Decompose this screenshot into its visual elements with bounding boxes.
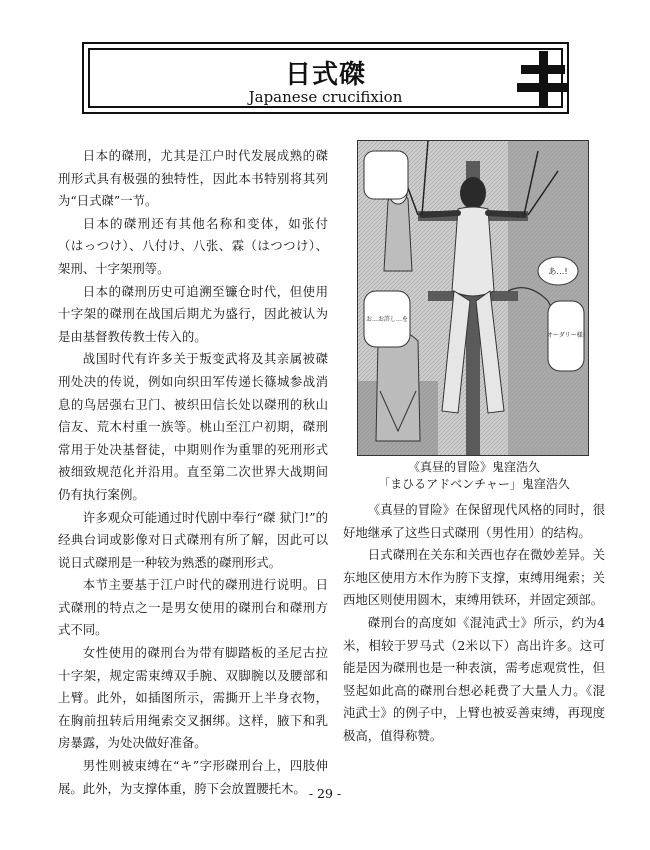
illustration-drawing bbox=[358, 141, 588, 455]
illustration-caption-jp: 「まひるアドベンチャー」鬼窪浩久 bbox=[378, 477, 570, 491]
speech-bubble-3: お…お許し…を bbox=[365, 316, 409, 323]
section-title: 日式磔 bbox=[284, 60, 366, 90]
paragraph: 日式磔刑在关东和关西也存在微妙差异。关东地区使用方木作为胯下支撑，束缚用绳索；关西地区则使用圆木，束缚用铁环，并固定颈部。 bbox=[343, 547, 605, 608]
page-number: - 29 - bbox=[308, 786, 342, 801]
manga-illustration bbox=[357, 140, 589, 456]
speech-bubble-1: あ…! bbox=[548, 267, 568, 276]
illustration-caption-cn: 《真昼的冒险》鬼窪浩久 bbox=[407, 460, 540, 474]
paragraph: 女性使用的磔刑台为带有脚踏板的圣尼古拉十字架，规定需束缚双手腕、双脚腕以及腰部和上臂。此外，如插图所示，需撕开上半身衣物，在胸前扭转后用绳索交叉捆绑。这样，腋下和乳房暴露，为处决做好准备。 bbox=[58, 645, 328, 751]
paragraph: 本节主要基于江户时代的磔刑进行说明。日式磔刑的特点之一是男女使用的磔刑台和磔刑方式不同。 bbox=[58, 577, 328, 638]
left-column bbox=[58, 145, 328, 800]
paragraph: 许多观众可能通过时代剧中奉行“磔 狱门!”的经典台词或影像对日式磔刑有所了解，因此可以说日式磔刑是一种较为熟悉的磔刑形式。 bbox=[58, 509, 328, 570]
paragraph: 《真昼的冒险》在保留现代风格的同时，很好地继承了这些日式磔刑（男性用）的结构。 bbox=[343, 502, 605, 540]
paragraph: 日本的磔刑历史可追溯至镰仓时代，但使用十字架的磔刑在战国后期尤为盛行，因此被认为是由基督教传教士传入的。 bbox=[58, 283, 328, 344]
paragraph: 日本的磔刑，尤其是江户时代发展成熟的磔刑形式具有极强的独特性，因此本书特别将其列为“日式磔”一节。 bbox=[58, 148, 328, 209]
section-subtitle: Japanese crucifixion bbox=[248, 88, 403, 106]
paragraph: 战国时代有许多关于叛变武将及其亲属被磔刑处决的传说，例如向织田军传递长篠城参战消息的鸟居强右卫门、被织田信长处以磔刑的秋山信友、荒木村重一族等。桃山至江户初期，磔刑常用于处决基督徒，中期则作为重罪的死刑形式被细致规范化并沿用。直至第二次世界大战期间仍有执行案例。 bbox=[58, 351, 328, 502]
paragraph: 男性则被束缚在“キ”字形磔刑台上，四肢伸展。此外，为支撑体重，胯下会放置腰托木。 bbox=[58, 758, 328, 796]
speech-bubble-2: オーダリー様! bbox=[546, 332, 586, 339]
title-box bbox=[82, 42, 569, 114]
right-column bbox=[343, 499, 605, 748]
paragraph: 磔刑台的高度如《混沌武士》所示，约为4米，相较于罗马式（2米以下）高出许多。这可能是因为磔刑也是一种表演，需考虑观赏性，但竖起如此高的磔刑台想必耗费了大量人力。《混沌武士》的例子中，上臂也被妥善束缚，再现度极高，值得称赞。 bbox=[343, 614, 605, 743]
kanji-ki-symbol-icon bbox=[514, 49, 570, 109]
paragraph: 日本的磔刑还有其他名称和变体，如张付（はっつけ）、八付け、八张、霖（はつつけ）、架刑、十字架刑等。 bbox=[58, 215, 328, 276]
